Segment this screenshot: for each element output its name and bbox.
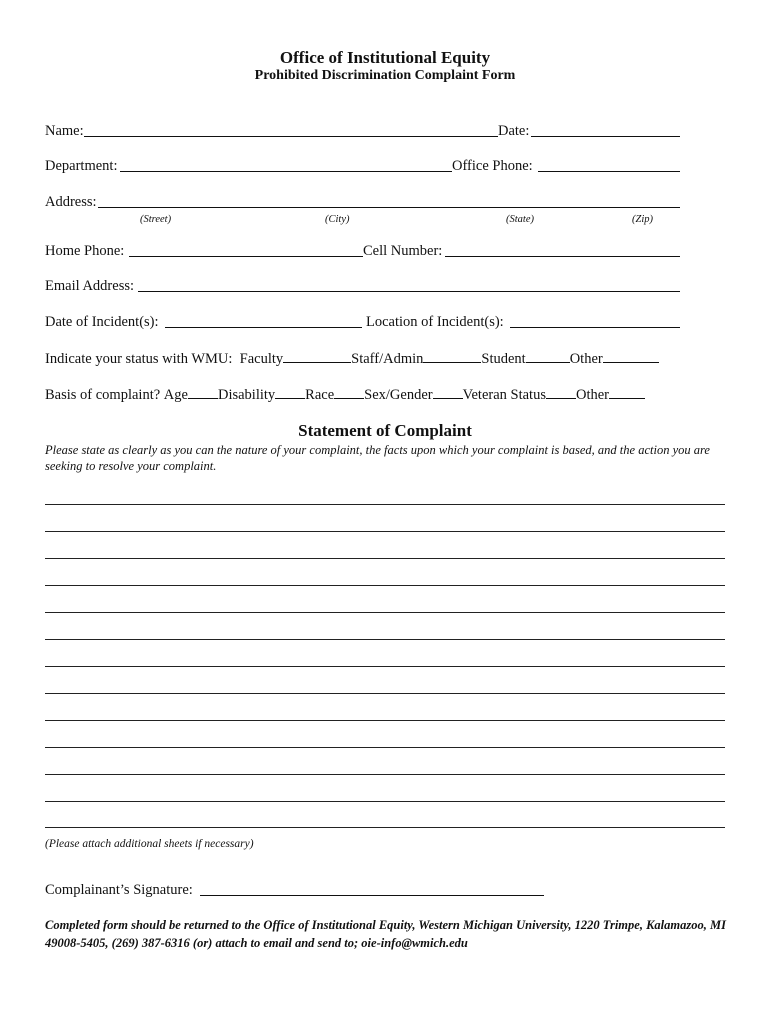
home-phone-field[interactable] [129,256,363,257]
statement-instructions: Please state as clearly as you can the nature of your complaint, the facts upon which your complaint is based, and the action you are seeking to resolve your complaint. [45,443,710,473]
basis-option-other: Other [575,387,609,403]
basis-race-blank[interactable] [334,385,364,399]
basis-sex-gender-blank[interactable] [433,385,463,399]
signature-field[interactable] [200,895,544,896]
name-field[interactable] [84,136,498,137]
basis-label: Basis of complaint? [45,387,161,403]
incident-date-field[interactable] [165,327,362,328]
statement-line-13[interactable] [45,827,725,828]
attach-note: (Please attach additional sheets if necessary) [45,838,254,850]
basis-disability-blank[interactable] [275,385,305,399]
statement-line-5[interactable] [45,612,725,613]
statement-line-4[interactable] [45,585,725,586]
email-label: Email Address: [45,278,135,294]
statement-line-11[interactable] [45,774,725,775]
name-label: Name: [45,123,84,139]
basis-option-veteran: Veteran Status [462,387,546,403]
status-option-other: Other [569,351,603,367]
address-label: Address: [45,194,97,210]
page-subtitle: Prohibited Discrimination Complaint Form [254,68,516,83]
address-field[interactable] [98,207,680,208]
address-zip-caption: (Zip) [632,214,653,225]
statement-line-12[interactable] [45,801,725,802]
status-label: Indicate your status with WMU: [45,351,233,367]
status-student-blank[interactable] [526,349,570,363]
incident-date-label: Date of Incident(s): [45,314,159,330]
statement-line-6[interactable] [45,639,725,640]
basis-option-race: Race [305,387,335,403]
email-field[interactable] [138,291,680,292]
address-city-caption: (City) [325,214,350,225]
date-label: Date: [498,123,530,139]
return-instructions: Completed form should be returned to the Office of Institutional Equity, Western Michigan University, 1220 Trimpe, Kalamazoo, MI 49008-5405, (269) 387-6316 (or) attach to email and send to; oie-info@wmich.edu [45,918,726,950]
date-field[interactable] [531,136,680,137]
statement-heading: Statement of Complaint [298,421,472,440]
status-row [45,349,659,368]
cell-number-label: Cell Number: [363,243,443,259]
department-label: Department: [45,158,118,174]
signature-label: Complainant’s Signature: [45,882,193,898]
office-phone-label: Office Phone: [452,158,533,174]
incident-location-label: Location of Incident(s): [366,314,504,330]
statement-line-3[interactable] [45,558,725,559]
status-option-staff-admin: Staff/Admin [351,351,424,367]
statement-line-8[interactable] [45,693,725,694]
status-faculty-blank[interactable] [283,349,351,363]
address-street-caption: (Street) [140,214,172,225]
basis-row [45,385,645,404]
basis-option-sex-gender: Sex/Gender [364,387,433,403]
basis-option-disability: Disability [217,387,276,403]
statement-line-7[interactable] [45,666,725,667]
statement-line-9[interactable] [45,720,725,721]
incident-location-field[interactable] [510,327,680,328]
page-title: Office of Institutional Equity [279,48,491,67]
status-other-blank[interactable] [603,349,659,363]
statement-line-2[interactable] [45,531,725,532]
basis-veteran-blank[interactable] [546,385,576,399]
basis-other-blank[interactable] [609,385,645,399]
statement-line-10[interactable] [45,747,725,748]
status-staff-admin-blank[interactable] [423,349,481,363]
address-state-caption: (State) [506,214,534,225]
department-field[interactable] [120,171,452,172]
cell-number-field[interactable] [445,256,680,257]
status-option-faculty: Faculty [239,351,284,367]
office-phone-field[interactable] [538,171,680,172]
status-option-student: Student [481,351,526,367]
basis-age-blank[interactable] [188,385,218,399]
home-phone-label: Home Phone: [45,243,125,259]
statement-line-1[interactable] [45,504,725,505]
basis-option-age: Age [163,387,188,403]
